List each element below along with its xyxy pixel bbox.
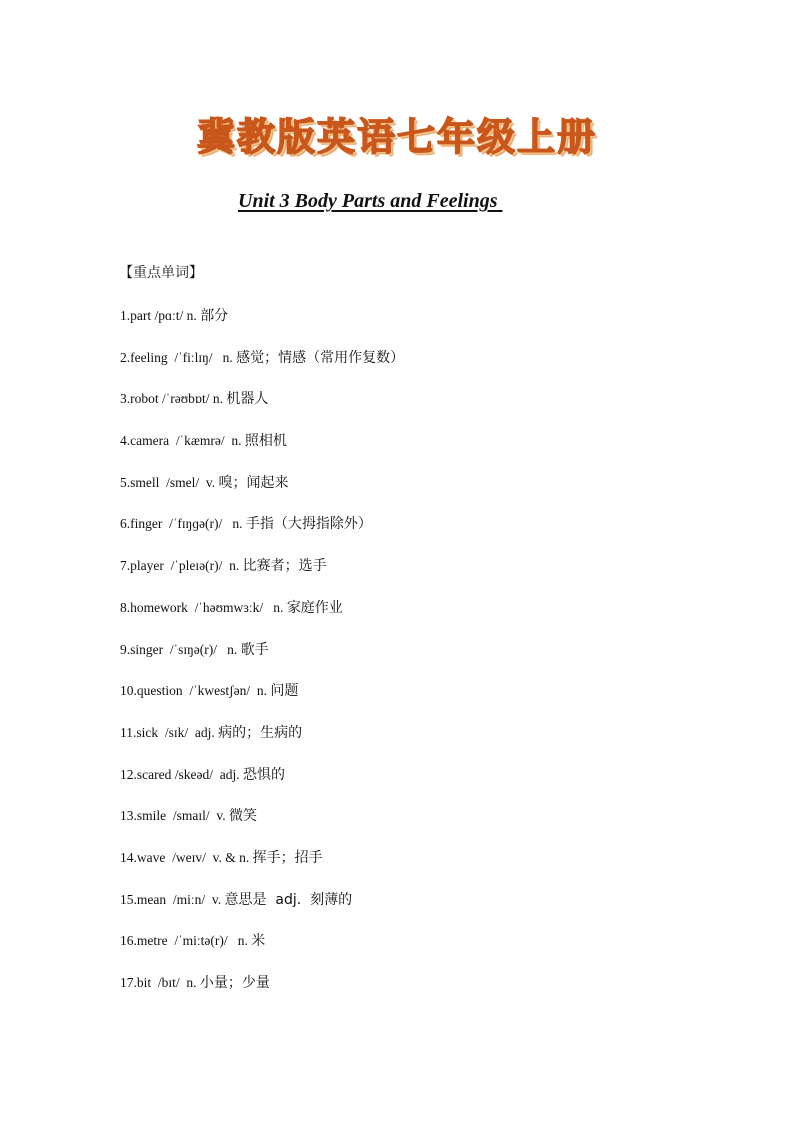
vocab-english: 6.finger /ˈfɪŋɡə(r)/ n. xyxy=(120,516,246,532)
vocab-english: 2.feeling /ˈfiːlɪŋ/ n. xyxy=(120,349,237,365)
vocab-chinese: 挥手；招手 xyxy=(252,849,323,866)
vocab-chinese: 小量；少量 xyxy=(199,975,270,991)
vocab-item xyxy=(120,430,404,472)
vocab-english: 7.player /ˈpleɪə(r)/ n. xyxy=(120,558,243,574)
vocab-list xyxy=(120,305,404,1014)
vocab-english: 17.bit /bɪt/ n. xyxy=(120,975,200,990)
vocab-chinese: 手指（大拇指除外） xyxy=(245,516,372,533)
vocab-english: 9.singer /ˈsɪŋə(r)/ n. xyxy=(120,641,241,657)
section-heading: 【重点单词】 xyxy=(119,265,203,281)
vocab-item xyxy=(120,472,404,514)
vocab-item xyxy=(120,639,404,681)
vocab-item xyxy=(120,805,404,847)
vocab-chinese: 问题 xyxy=(270,683,299,700)
vocab-english: 4.camera /ˈkæmrə/ n. xyxy=(120,433,245,449)
vocab-chinese: 机器人 xyxy=(226,391,269,408)
vocab-english: 10.question /ˈkwestʃən/ n. xyxy=(120,683,271,699)
vocab-english: 16.metre /ˈmiːtə(r)/ n. xyxy=(120,933,252,949)
vocab-chinese: 家庭作业 xyxy=(286,599,343,616)
main-title: 冀教版英语七年级上册 xyxy=(196,115,597,159)
vocab-english: 15.mean /miːn/ v. xyxy=(120,891,225,907)
vocab-item xyxy=(120,680,404,722)
vocab-chinese: 微笑 xyxy=(229,808,257,825)
vocab-english: 14.wave /weɪv/ v. & n. xyxy=(120,849,253,865)
vocab-chinese: 意思是 adj. 刻薄的 xyxy=(224,891,353,908)
vocab-item xyxy=(120,930,404,972)
vocab-chinese: 恐惧的 xyxy=(242,766,285,783)
vocab-english: 5.smell /smel/ v. xyxy=(120,474,219,490)
vocab-item xyxy=(120,597,404,639)
vocab-item xyxy=(120,764,404,806)
vocab-item xyxy=(120,972,404,1014)
vocab-item xyxy=(120,388,404,430)
vocab-item xyxy=(120,513,404,555)
vocab-item xyxy=(120,555,404,597)
vocab-item xyxy=(120,722,404,764)
vocab-english: 3.robot /ˈrəʊbɒt/ n. xyxy=(120,391,227,407)
vocab-chinese: 病的；生病的 xyxy=(218,724,303,741)
vocab-chinese: 米 xyxy=(251,933,266,950)
vocab-item xyxy=(120,305,404,347)
vocab-chinese: 照相机 xyxy=(244,433,287,450)
vocab-chinese: 嗅；闻起来 xyxy=(218,474,289,491)
vocab-item xyxy=(120,347,404,389)
vocab-english: 12.scared /skeəd/ adj. xyxy=(120,766,243,782)
vocab-chinese: 部分 xyxy=(200,308,229,324)
vocab-english: 13.smile /smaɪl/ v. xyxy=(120,808,229,824)
vocab-english: 1.part /pɑːt/ n. xyxy=(120,308,201,323)
vocab-item xyxy=(120,889,404,931)
vocab-english: 11.sick /sɪk/ adj. xyxy=(120,724,219,740)
vocab-chinese: 比赛者；选手 xyxy=(242,558,327,575)
vocab-chinese: 歌手 xyxy=(240,641,269,658)
unit-subtitle: Unit 3 Body Parts and Feelings xyxy=(238,190,503,212)
vocab-english: 8.homework /ˈhəʊmwɜːk/ n. xyxy=(120,599,287,615)
vocab-item xyxy=(120,847,404,889)
vocab-chinese: 感觉；情感（常用作复数） xyxy=(236,349,405,366)
